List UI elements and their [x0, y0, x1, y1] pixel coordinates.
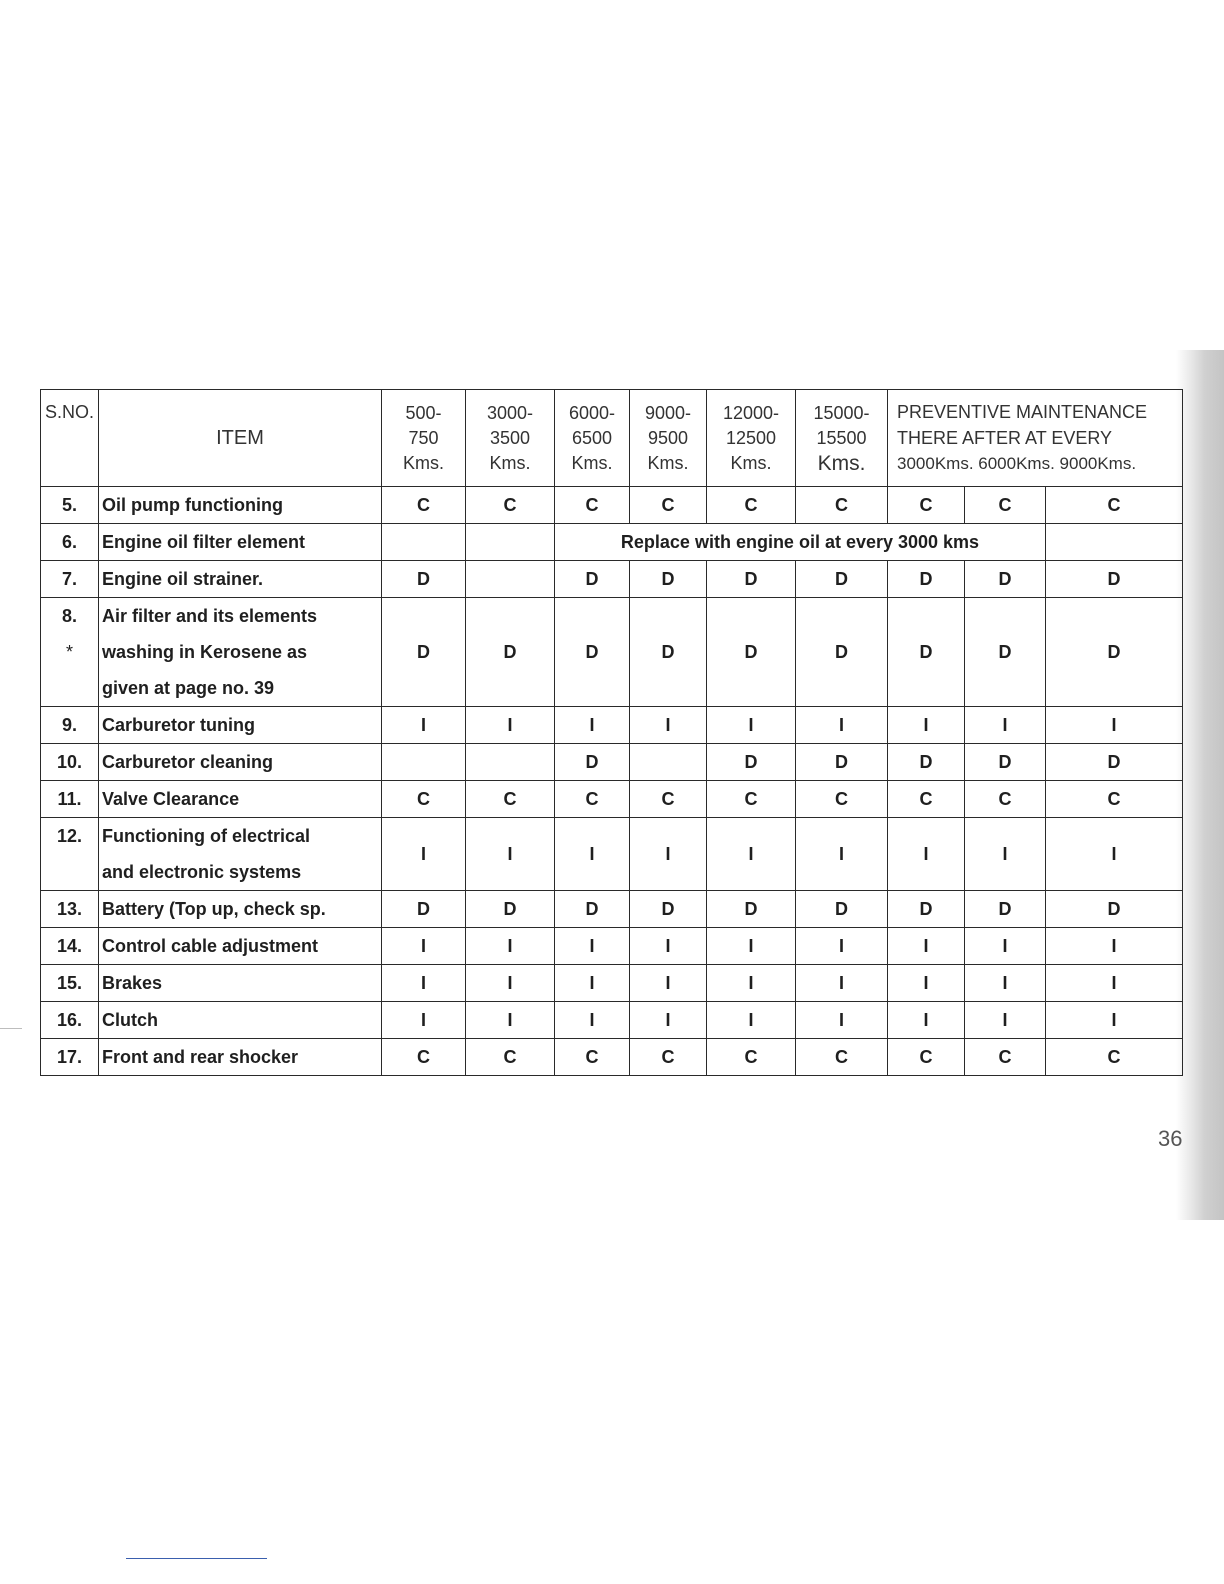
schedule-value: I [1046, 818, 1183, 891]
schedule-value: C [1046, 487, 1183, 524]
schedule-value: D [555, 561, 630, 598]
item-name [99, 891, 382, 928]
item-name-line: Brakes [102, 973, 163, 993]
schedule-value: C [888, 781, 965, 818]
schedule-value: I [707, 1002, 796, 1039]
item-name [99, 487, 382, 524]
schedule-value: I [1046, 928, 1183, 965]
schedule-value: I [965, 928, 1046, 965]
table-row [41, 1039, 1183, 1076]
table-row [41, 891, 1183, 928]
schedule-value: C [796, 487, 888, 524]
item-name-line: Engine oil strainer. [102, 569, 264, 589]
schedule-value: C [707, 781, 796, 818]
schedule-value: C [630, 781, 707, 818]
schedule-value: I [555, 707, 630, 744]
row-number [41, 524, 99, 561]
page-number: 36 [1158, 1126, 1183, 1151]
interval-header-6: 15000- 15500 Kms. [796, 390, 888, 487]
schedule-value: I [796, 965, 888, 1002]
empty-cell [382, 524, 466, 561]
schedule-value: D [630, 561, 707, 598]
schedule-value: I [707, 965, 796, 1002]
schedule-value: D [555, 744, 630, 781]
schedule-value: D [1046, 598, 1183, 707]
table-row [41, 524, 1183, 561]
schedule-value: I [382, 928, 466, 965]
row-number [41, 965, 99, 1002]
schedule-value: I [965, 965, 1046, 1002]
table-row [41, 707, 1183, 744]
schedule-value: D [382, 891, 466, 928]
row-number [41, 487, 99, 524]
schedule-value [630, 744, 707, 781]
schedule-value: I [965, 1002, 1046, 1039]
schedule-value: C [555, 1039, 630, 1076]
row-number [41, 561, 99, 598]
table-row [41, 818, 1183, 891]
row-number-text: 7. [61, 569, 77, 589]
item-name [99, 1002, 382, 1039]
schedule-value: I [555, 1002, 630, 1039]
row-number [41, 891, 99, 928]
sno-header: S.NO. [41, 390, 99, 487]
table-row [41, 965, 1183, 1002]
header-row [41, 390, 1183, 487]
schedule-value: I [1046, 707, 1183, 744]
table-row [41, 561, 1183, 598]
schedule-value: I [707, 928, 796, 965]
schedule-value: D [382, 561, 466, 598]
schedule-value: D [466, 598, 555, 707]
schedule-value: D [796, 744, 888, 781]
schedule-value: D [888, 891, 965, 928]
schedule-value: C [888, 1039, 965, 1076]
schedule-value: C [707, 1039, 796, 1076]
row-number-text: 17. [56, 1047, 83, 1067]
maintenance-schedule-table [40, 389, 1183, 1076]
item-name-line: Carburetor cleaning [102, 752, 274, 772]
schedule-value: I [466, 707, 555, 744]
row-number [41, 928, 99, 965]
schedule-value: C [888, 487, 965, 524]
schedule-value: I [466, 818, 555, 891]
schedule-value: D [888, 744, 965, 781]
schedule-value [466, 561, 555, 598]
replace-note: Replace with engine oil at every 3000 kms [555, 524, 1046, 561]
row-number-text: 15. [56, 973, 83, 993]
schedule-value: I [796, 818, 888, 891]
item-header: ITEM [99, 390, 382, 487]
asterisk-mark: * [65, 642, 73, 662]
table-row [41, 744, 1183, 781]
schedule-value: I [965, 707, 1046, 744]
row-number-text: 8. [61, 606, 77, 626]
interval-header-3: 6000- 6500 Kms. [555, 390, 630, 487]
row-number-text: 16. [56, 1010, 83, 1030]
schedule-value: D [1046, 891, 1183, 928]
schedule-value: D [965, 561, 1046, 598]
item-name-line: Carburetor tuning [102, 715, 255, 735]
schedule-value: I [707, 707, 796, 744]
schedule-value: C [1046, 781, 1183, 818]
schedule-value: D [965, 891, 1046, 928]
row-number [41, 744, 99, 781]
schedule-value: D [466, 891, 555, 928]
interval-header-2: 3000- 3500 Kms. [466, 390, 555, 487]
page-edge-shadow [1176, 350, 1224, 1220]
row-number [41, 1039, 99, 1076]
schedule-value: I [382, 818, 466, 891]
schedule-value: I [555, 928, 630, 965]
item-name [99, 1039, 382, 1076]
row-number-text: 11. [57, 789, 82, 809]
schedule-value: I [630, 818, 707, 891]
interval-header-1: 500- 750 Kms. [382, 390, 466, 487]
schedule-value: C [466, 781, 555, 818]
schedule-value: C [630, 487, 707, 524]
schedule-value [466, 744, 555, 781]
item-name-line: and electronic systems [102, 862, 302, 882]
schedule-value: I [888, 1002, 965, 1039]
schedule-value: I [630, 1002, 707, 1039]
schedule-value: D [707, 561, 796, 598]
item-name [99, 598, 382, 707]
schedule-value: D [965, 744, 1046, 781]
preventive-maintenance-header: PREVENTIVE MAINTENANCE THERE AFTER AT EVERY 3000Kms. 6000Kms. 9000Kms. [888, 390, 1183, 487]
row-number-text: 12. [56, 826, 83, 846]
schedule-value: I [466, 965, 555, 1002]
schedule-value: D [796, 598, 888, 707]
schedule-value: C [466, 487, 555, 524]
schedule-value: I [1046, 965, 1183, 1002]
table-row [41, 781, 1183, 818]
schedule-value: D [888, 598, 965, 707]
schedule-value [382, 744, 466, 781]
schedule-value: C [630, 1039, 707, 1076]
interval-header-4: 9000- 9500 Kms. [630, 390, 707, 487]
item-name [99, 561, 382, 598]
schedule-value: C [382, 781, 466, 818]
item-name-line: Valve Clearance [102, 789, 240, 809]
schedule-value: D [796, 561, 888, 598]
item-name-line: Oil pump functioning [102, 495, 283, 515]
schedule-value: C [1046, 1039, 1183, 1076]
schedule-value: C [382, 487, 466, 524]
schedule-value: C [555, 487, 630, 524]
schedule-value: I [888, 928, 965, 965]
item-name [99, 744, 382, 781]
schedule-value: C [466, 1039, 555, 1076]
row-number [41, 781, 99, 818]
item-name [99, 928, 382, 965]
item-name [99, 818, 382, 891]
table-row [41, 1002, 1183, 1039]
schedule-value: D [888, 561, 965, 598]
item-name-line: Clutch [102, 1010, 158, 1030]
row-number [41, 1002, 99, 1039]
schedule-value: C [382, 1039, 466, 1076]
row-number [41, 598, 99, 707]
row-number-text: 6. [61, 532, 77, 552]
schedule-value: C [555, 781, 630, 818]
schedule-value: C [965, 487, 1046, 524]
item-name [99, 965, 382, 1002]
schedule-value: I [888, 818, 965, 891]
schedule-value: I [965, 818, 1046, 891]
schedule-value: I [382, 1002, 466, 1039]
schedule-value: I [1046, 1002, 1183, 1039]
margin-mark [0, 1028, 22, 1029]
item-name [99, 524, 382, 561]
empty-cell [1046, 524, 1183, 561]
schedule-value: I [382, 707, 466, 744]
schedule-value: I [796, 1002, 888, 1039]
schedule-value: I [796, 928, 888, 965]
row-number [41, 818, 99, 891]
schedule-value: C [965, 781, 1046, 818]
schedule-value: I [555, 965, 630, 1002]
schedule-value: I [796, 707, 888, 744]
schedule-value: D [1046, 744, 1183, 781]
item-name-line: Engine oil filter element [102, 532, 306, 552]
row-number-text: 9. [61, 715, 77, 735]
schedule-value: D [1046, 561, 1183, 598]
schedule-value: C [796, 781, 888, 818]
schedule-value: D [707, 598, 796, 707]
schedule-value: I [466, 1002, 555, 1039]
item-name-line: given at page no. 39 [102, 678, 275, 698]
row-number-text: 10. [56, 752, 83, 772]
item-name-line: Control cable adjustment [102, 936, 319, 956]
schedule-value: D [707, 744, 796, 781]
schedule-value: D [382, 598, 466, 707]
schedule-value: I [382, 965, 466, 1002]
schedule-value: I [555, 818, 630, 891]
schedule-value: I [888, 965, 965, 1002]
schedule-value: D [630, 891, 707, 928]
schedule-value: D [707, 891, 796, 928]
item-name-line: washing in Kerosene as [102, 642, 308, 662]
schedule-value: D [630, 598, 707, 707]
item-name-line: Front and rear shocker [102, 1047, 299, 1067]
schedule-value: I [630, 928, 707, 965]
schedule-value: I [466, 928, 555, 965]
schedule-value: C [707, 487, 796, 524]
table-row [41, 598, 1183, 707]
empty-cell [466, 524, 555, 561]
schedule-value: D [555, 598, 630, 707]
item-name-line: Air filter and its elements [102, 606, 318, 626]
item-name-line: Battery (Top up, check sp. [102, 899, 326, 919]
schedule-value: D [555, 891, 630, 928]
schedule-value: I [630, 707, 707, 744]
schedule-value: I [888, 707, 965, 744]
item-name [99, 707, 382, 744]
row-number-text: 14. [56, 936, 83, 956]
interval-header-5: 12000- 12500 Kms. [707, 390, 796, 487]
item-name-line: Functioning of electrical [102, 826, 311, 846]
item-name [99, 781, 382, 818]
schedule-value: D [965, 598, 1046, 707]
schedule-value: D [796, 891, 888, 928]
schedule-value: C [965, 1039, 1046, 1076]
row-number-text: 13. [56, 899, 83, 919]
schedule-value: I [630, 965, 707, 1002]
row-number-text: 5. [61, 495, 77, 515]
table-row [41, 928, 1183, 965]
schedule-value: I [707, 818, 796, 891]
table-row [41, 487, 1183, 524]
row-number [41, 707, 99, 744]
footnote-rule [126, 1558, 267, 1559]
schedule-value: C [796, 1039, 888, 1076]
